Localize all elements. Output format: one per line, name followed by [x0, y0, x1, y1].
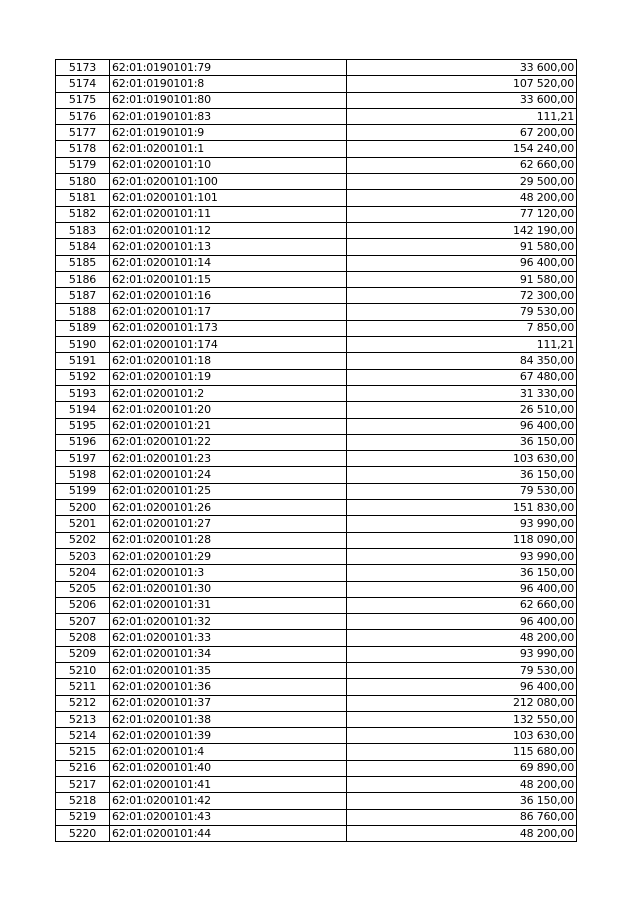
cadastral-number-cell: 62:01:0200101:14: [110, 255, 347, 271]
row-number-cell: 5175: [56, 92, 110, 108]
row-number-cell: 5184: [56, 239, 110, 255]
cadastral-number-cell: 62:01:0200101:34: [110, 646, 347, 662]
row-number-cell: 5196: [56, 434, 110, 450]
table-row: [56, 434, 577, 450]
value-cell: 79 530,00: [347, 304, 577, 320]
row-number-cell: 5217: [56, 777, 110, 793]
row-number-cell: 5219: [56, 809, 110, 825]
table-row: [56, 141, 577, 157]
table-row: [56, 711, 577, 727]
row-number-cell: 5195: [56, 418, 110, 434]
cadastral-number-cell: 62:01:0200101:30: [110, 581, 347, 597]
row-number-cell: 5208: [56, 630, 110, 646]
row-number-cell: 5214: [56, 728, 110, 744]
value-cell: 62 660,00: [347, 157, 577, 173]
row-number-cell: 5201: [56, 516, 110, 532]
cadastral-number-cell: 62:01:0190101:80: [110, 92, 347, 108]
table-row: [56, 467, 577, 483]
row-number-cell: 5183: [56, 222, 110, 238]
row-number-cell: 5191: [56, 353, 110, 369]
value-cell: 29 500,00: [347, 174, 577, 190]
value-cell: 69 890,00: [347, 760, 577, 776]
value-cell: 154 240,00: [347, 141, 577, 157]
table-row: [56, 630, 577, 646]
cadastral-number-cell: 62:01:0200101:10: [110, 157, 347, 173]
table-row: [56, 125, 577, 141]
cadastral-number-cell: 62:01:0200101:16: [110, 288, 347, 304]
cadastral-number-cell: 62:01:0190101:79: [110, 60, 347, 76]
table-row: [56, 581, 577, 597]
row-number-cell: 5212: [56, 695, 110, 711]
table-row: [56, 565, 577, 581]
row-number-cell: 5187: [56, 288, 110, 304]
table-row: [56, 597, 577, 613]
row-number-cell: 5204: [56, 565, 110, 581]
value-cell: 142 190,00: [347, 222, 577, 238]
table-row: [56, 646, 577, 662]
cadastral-number-cell: 62:01:0200101:29: [110, 548, 347, 564]
value-cell: 7 850,00: [347, 320, 577, 336]
value-cell: 132 550,00: [347, 711, 577, 727]
row-number-cell: 5185: [56, 255, 110, 271]
row-number-cell: 5215: [56, 744, 110, 760]
row-number-cell: 5213: [56, 711, 110, 727]
table-row: [56, 190, 577, 206]
cadastral-number-cell: 62:01:0200101:11: [110, 206, 347, 222]
cadastral-number-cell: 62:01:0200101:24: [110, 467, 347, 483]
value-cell: 77 120,00: [347, 206, 577, 222]
value-cell: 96 400,00: [347, 581, 577, 597]
value-cell: 79 530,00: [347, 662, 577, 678]
table-row: [56, 255, 577, 271]
row-number-cell: 5210: [56, 662, 110, 678]
cadastral-number-cell: 62:01:0200101:37: [110, 695, 347, 711]
value-cell: 48 200,00: [347, 825, 577, 841]
cadastral-number-cell: 62:01:0190101:9: [110, 125, 347, 141]
row-number-cell: 5188: [56, 304, 110, 320]
cadastral-number-cell: 62:01:0200101:100: [110, 174, 347, 190]
table-row: [56, 222, 577, 238]
value-cell: 36 150,00: [347, 793, 577, 809]
cadastral-number-cell: 62:01:0200101:35: [110, 662, 347, 678]
table-row: [56, 418, 577, 434]
row-number-cell: 5176: [56, 108, 110, 124]
value-cell: 93 990,00: [347, 516, 577, 532]
row-number-cell: 5211: [56, 679, 110, 695]
table-row: [56, 614, 577, 630]
value-cell: 86 760,00: [347, 809, 577, 825]
row-number-cell: 5203: [56, 548, 110, 564]
row-number-cell: 5197: [56, 451, 110, 467]
table-row: [56, 206, 577, 222]
row-number-cell: 5186: [56, 271, 110, 287]
value-cell: 93 990,00: [347, 548, 577, 564]
value-cell: 36 150,00: [347, 565, 577, 581]
row-number-cell: 5178: [56, 141, 110, 157]
table-row: [56, 157, 577, 173]
table-row: [56, 532, 577, 548]
cadastral-number-cell: 62:01:0200101:23: [110, 451, 347, 467]
row-number-cell: 5189: [56, 320, 110, 336]
table-row: [56, 174, 577, 190]
cadastral-number-cell: 62:01:0200101:18: [110, 353, 347, 369]
cadastral-number-cell: 62:01:0200101:31: [110, 597, 347, 613]
table-row: [56, 744, 577, 760]
value-cell: 84 350,00: [347, 353, 577, 369]
cadastral-number-cell: 62:01:0200101:3: [110, 565, 347, 581]
value-cell: 96 400,00: [347, 418, 577, 434]
cadastral-number-cell: 62:01:0200101:39: [110, 728, 347, 744]
cadastral-number-cell: 62:01:0200101:25: [110, 483, 347, 499]
row-number-cell: 5202: [56, 532, 110, 548]
cadastral-number-cell: 62:01:0200101:19: [110, 369, 347, 385]
value-cell: 36 150,00: [347, 434, 577, 450]
table-row: [56, 385, 577, 401]
value-cell: 33 600,00: [347, 92, 577, 108]
value-cell: 107 520,00: [347, 76, 577, 92]
value-cell: 111,21: [347, 337, 577, 353]
table-row: [56, 76, 577, 92]
row-number-cell: 5216: [56, 760, 110, 776]
table-row: [56, 320, 577, 336]
cadastral-number-cell: 62:01:0200101:173: [110, 320, 347, 336]
table-row: [56, 451, 577, 467]
cadastral-number-cell: 62:01:0200101:28: [110, 532, 347, 548]
row-number-cell: 5205: [56, 581, 110, 597]
table-row: [56, 271, 577, 287]
table-body: [56, 60, 577, 842]
row-number-cell: 5192: [56, 369, 110, 385]
cadastral-number-cell: 62:01:0200101:36: [110, 679, 347, 695]
document-page: [55, 59, 577, 842]
cadastral-number-cell: 62:01:0200101:12: [110, 222, 347, 238]
row-number-cell: 5181: [56, 190, 110, 206]
row-number-cell: 5207: [56, 614, 110, 630]
cadastral-number-cell: 62:01:0200101:1: [110, 141, 347, 157]
value-cell: 48 200,00: [347, 630, 577, 646]
cadastral-number-cell: 62:01:0200101:20: [110, 402, 347, 418]
table-row: [56, 108, 577, 124]
value-cell: 36 150,00: [347, 467, 577, 483]
value-cell: 103 630,00: [347, 728, 577, 744]
value-cell: 96 400,00: [347, 255, 577, 271]
value-cell: 151 830,00: [347, 500, 577, 516]
table-row: [56, 777, 577, 793]
row-number-cell: 5180: [56, 174, 110, 190]
row-number-cell: 5193: [56, 385, 110, 401]
value-cell: 62 660,00: [347, 597, 577, 613]
cadastral-number-cell: 62:01:0200101:15: [110, 271, 347, 287]
row-number-cell: 5190: [56, 337, 110, 353]
table-row: [56, 483, 577, 499]
value-cell: 72 300,00: [347, 288, 577, 304]
value-cell: 79 530,00: [347, 483, 577, 499]
value-cell: 67 480,00: [347, 369, 577, 385]
cadastral-number-cell: 62:01:0200101:13: [110, 239, 347, 255]
table-row: [56, 239, 577, 255]
row-number-cell: 5199: [56, 483, 110, 499]
row-number-cell: 5173: [56, 60, 110, 76]
table-row: [56, 304, 577, 320]
table-row: [56, 809, 577, 825]
value-cell: 48 200,00: [347, 190, 577, 206]
cadastral-number-cell: 62:01:0200101:22: [110, 434, 347, 450]
table-row: [56, 337, 577, 353]
cadastral-number-cell: 62:01:0200101:27: [110, 516, 347, 532]
row-number-cell: 5177: [56, 125, 110, 141]
row-number-cell: 5182: [56, 206, 110, 222]
value-cell: 118 090,00: [347, 532, 577, 548]
table-row: [56, 369, 577, 385]
row-number-cell: 5194: [56, 402, 110, 418]
table-row: [56, 760, 577, 776]
value-cell: 96 400,00: [347, 679, 577, 695]
cadastral-number-cell: 62:01:0200101:33: [110, 630, 347, 646]
cadastral-number-cell: 62:01:0200101:38: [110, 711, 347, 727]
value-cell: 115 680,00: [347, 744, 577, 760]
cadastral-number-cell: 62:01:0200101:21: [110, 418, 347, 434]
cadastral-number-cell: 62:01:0200101:2: [110, 385, 347, 401]
table-row: [56, 728, 577, 744]
row-number-cell: 5209: [56, 646, 110, 662]
row-number-cell: 5174: [56, 76, 110, 92]
cadastral-number-cell: 62:01:0190101:83: [110, 108, 347, 124]
row-number-cell: 5198: [56, 467, 110, 483]
cadastral-number-cell: 62:01:0190101:8: [110, 76, 347, 92]
cadastral-number-cell: 62:01:0200101:4: [110, 744, 347, 760]
cadastral-number-cell: 62:01:0200101:44: [110, 825, 347, 841]
value-cell: 93 990,00: [347, 646, 577, 662]
table-row: [56, 402, 577, 418]
value-cell: 48 200,00: [347, 777, 577, 793]
value-cell: 212 080,00: [347, 695, 577, 711]
cadastral-number-cell: 62:01:0200101:40: [110, 760, 347, 776]
value-cell: 91 580,00: [347, 271, 577, 287]
table-row: [56, 92, 577, 108]
value-cell: 31 330,00: [347, 385, 577, 401]
value-cell: 33 600,00: [347, 60, 577, 76]
land-value-table: [55, 59, 577, 842]
table-row: [56, 662, 577, 678]
row-number-cell: 5179: [56, 157, 110, 173]
table-row: [56, 695, 577, 711]
value-cell: 103 630,00: [347, 451, 577, 467]
cadastral-number-cell: 62:01:0200101:17: [110, 304, 347, 320]
value-cell: 96 400,00: [347, 614, 577, 630]
cadastral-number-cell: 62:01:0200101:174: [110, 337, 347, 353]
cadastral-number-cell: 62:01:0200101:26: [110, 500, 347, 516]
table-row: [56, 679, 577, 695]
cadastral-number-cell: 62:01:0200101:43: [110, 809, 347, 825]
table-row: [56, 825, 577, 841]
value-cell: 26 510,00: [347, 402, 577, 418]
cadastral-number-cell: 62:01:0200101:32: [110, 614, 347, 630]
table-row: [56, 288, 577, 304]
row-number-cell: 5206: [56, 597, 110, 613]
row-number-cell: 5218: [56, 793, 110, 809]
row-number-cell: 5220: [56, 825, 110, 841]
table-row: [56, 500, 577, 516]
table-row: [56, 516, 577, 532]
table-row: [56, 353, 577, 369]
value-cell: 67 200,00: [347, 125, 577, 141]
table-row: [56, 548, 577, 564]
table-row: [56, 793, 577, 809]
cadastral-number-cell: 62:01:0200101:41: [110, 777, 347, 793]
table-row: [56, 60, 577, 76]
row-number-cell: 5200: [56, 500, 110, 516]
value-cell: 111,21: [347, 108, 577, 124]
cadastral-number-cell: 62:01:0200101:101: [110, 190, 347, 206]
value-cell: 91 580,00: [347, 239, 577, 255]
cadastral-number-cell: 62:01:0200101:42: [110, 793, 347, 809]
